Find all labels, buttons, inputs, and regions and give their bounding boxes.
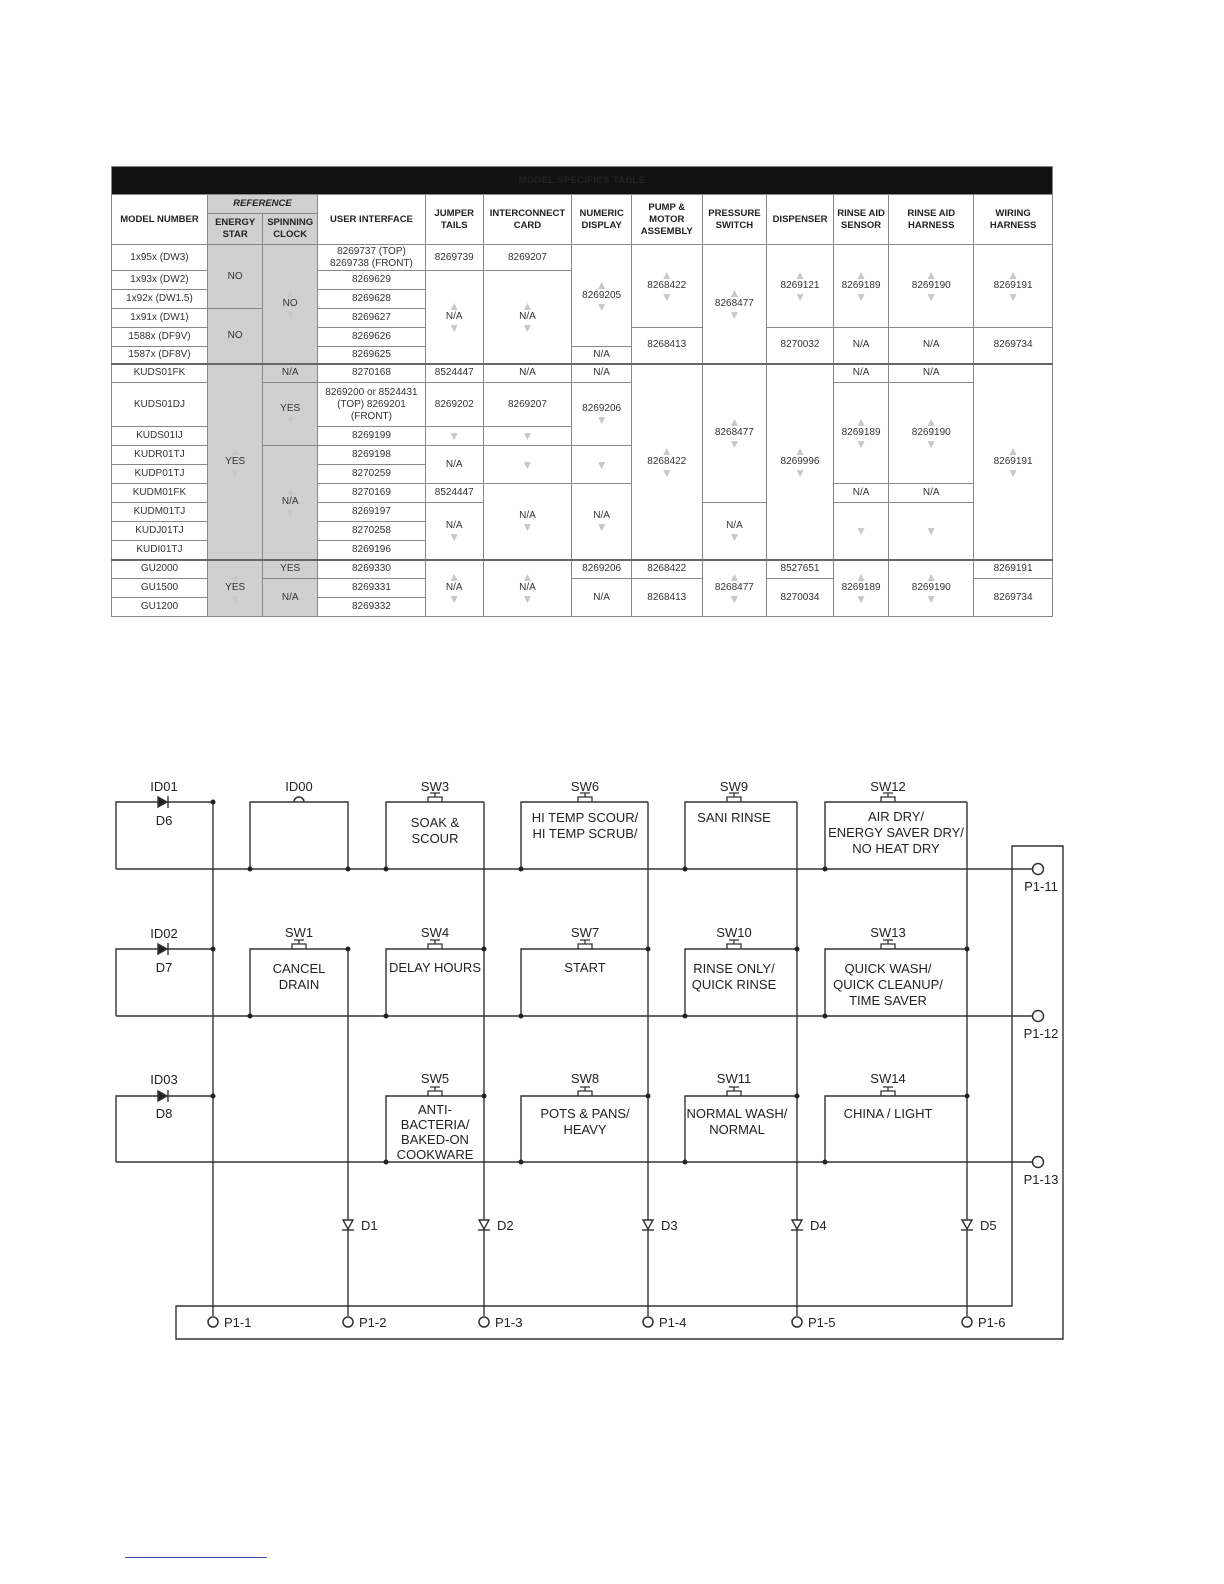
pin-label: P1-1 bbox=[224, 1315, 252, 1330]
switch-label: SANI RINSE bbox=[697, 810, 771, 825]
connector-outline bbox=[176, 846, 1063, 1339]
table-cell: 8268413 bbox=[631, 579, 702, 617]
table-cell: YES ▼ bbox=[263, 383, 318, 446]
switch-name: SW9 bbox=[719, 779, 749, 794]
switch-label: BAKED-ON bbox=[401, 1132, 469, 1147]
table-cell: 8268422 bbox=[631, 560, 702, 579]
diode-label: D4 bbox=[810, 1218, 827, 1233]
table-cell: 8269200 or 8524431 (TOP) 8269201 (FRONT) bbox=[317, 383, 425, 427]
table-cell: 8268413 bbox=[631, 328, 702, 364]
table-cell: ▲ 8269190 ▼ bbox=[889, 560, 974, 617]
table-cell: 1x91x (DW1) bbox=[112, 309, 208, 328]
table-cell: ▲ 8269189 ▼ bbox=[833, 560, 889, 617]
switch-name: SW3 bbox=[420, 779, 450, 794]
table-cell: 8269191 bbox=[974, 560, 1053, 579]
switch-label: NO HEAT DRY bbox=[852, 841, 940, 856]
switch-name: SW6 bbox=[570, 779, 600, 794]
switch-label: NORMAL WASH/ bbox=[686, 1106, 788, 1121]
table-cell: ▼ bbox=[425, 427, 483, 446]
table-cell: 8269197 bbox=[317, 503, 425, 522]
switch-label: QUICK RINSE bbox=[691, 977, 777, 992]
table-cell: ▲ N/A ▼ bbox=[425, 271, 483, 364]
pin-label: P1-4 bbox=[659, 1315, 687, 1330]
table-cell: GU1200 bbox=[112, 598, 208, 617]
table-cell: 8269628 bbox=[317, 290, 425, 309]
table-cell: 8524447 bbox=[425, 484, 483, 503]
pin-label: P1-12 bbox=[1023, 1026, 1059, 1041]
table-cell: 8269207 bbox=[483, 383, 572, 427]
table-cell: N/A bbox=[833, 328, 889, 364]
header-energy-star: ENERGY STAR bbox=[207, 214, 263, 245]
switch-label: DELAY HOURS bbox=[389, 960, 481, 975]
table-cell: 8270032 bbox=[767, 328, 834, 364]
table-cell: 1x95x (DW3) bbox=[112, 245, 208, 271]
led-diode-label: D6 bbox=[155, 813, 173, 828]
table-cell: ▼ bbox=[483, 446, 572, 484]
table-cell: N/A ▼ bbox=[702, 503, 767, 560]
table-cell: ▼ bbox=[889, 503, 974, 560]
table-cell: ▲ NO ▼ bbox=[263, 245, 318, 364]
switch-label: START bbox=[564, 960, 606, 975]
table-cell: N/A bbox=[889, 484, 974, 503]
switch-label: ANTI- bbox=[418, 1102, 452, 1117]
table-cell: ▼ bbox=[483, 427, 572, 446]
switch-name: SW12 bbox=[870, 779, 906, 794]
table-cell: ▲ 8269191 ▼ bbox=[974, 245, 1053, 328]
switch-name: SW5 bbox=[420, 1071, 450, 1086]
switch-label: HI TEMP SCRUB/ bbox=[532, 826, 638, 841]
table-cell: N/A bbox=[572, 579, 632, 617]
table-cell: ▼ bbox=[833, 503, 889, 560]
pin-label: P1-6 bbox=[978, 1315, 1006, 1330]
table-cell: N/A bbox=[889, 328, 974, 364]
table-cell: 8269627 bbox=[317, 309, 425, 328]
table-cell: 8270169 bbox=[317, 484, 425, 503]
switch-label: ENERGY SAVER DRY/ bbox=[828, 825, 964, 840]
pin-terminal-icon bbox=[208, 864, 1044, 1328]
table-cell: ▲ YES ▼ bbox=[207, 364, 263, 560]
pin-label: P1-11 bbox=[1024, 879, 1058, 894]
table-cell: ▲ 8268422 ▼ bbox=[631, 364, 702, 560]
header-numeric-display: NUMERIC DISPLAY bbox=[572, 195, 632, 245]
switch-name: SW10 bbox=[716, 925, 752, 940]
jumper-icon bbox=[294, 797, 304, 802]
table-cell: ▲ 8268477 ▼ bbox=[702, 364, 767, 503]
table-cell: KUDS01FK bbox=[112, 364, 208, 383]
table-cell: ▲ 8269121 ▼ bbox=[767, 245, 834, 328]
switch-label: HEAVY bbox=[563, 1122, 607, 1137]
switch-name: SW8 bbox=[570, 1071, 600, 1086]
header-jumper-tails: JUMPER TAILS bbox=[425, 195, 483, 245]
led-id-label: ID01 bbox=[150, 779, 178, 794]
switch-label: CHINA / LIGHT bbox=[843, 1106, 933, 1121]
table-cell: ▲ N/A ▼ bbox=[425, 560, 483, 617]
table-cell: 8269626 bbox=[317, 328, 425, 347]
switch-label: QUICK CLEANUP/ bbox=[833, 977, 943, 992]
switch-name: SW1 bbox=[284, 925, 314, 940]
table-cell: 8270259 bbox=[317, 465, 425, 484]
table-cell: ▲ 8269191 ▼ bbox=[974, 364, 1053, 560]
pin-label: P1-5 bbox=[808, 1315, 836, 1330]
table-cell: ▲ 8268422 ▼ bbox=[631, 245, 702, 328]
pin-label: P1-13 bbox=[1023, 1172, 1059, 1187]
led-diode-label: D8 bbox=[155, 1106, 173, 1121]
header-pressure-switch: PRESSURE SWITCH bbox=[702, 195, 767, 245]
table-cell: 8269332 bbox=[317, 598, 425, 617]
header-model-number: MODEL NUMBER bbox=[112, 195, 208, 245]
table-cell: ▲ 8269189 ▼ bbox=[833, 245, 889, 328]
header-rinse-aid-harness: RINSE AID HARNESS bbox=[889, 195, 974, 245]
table-cell: 8269330 bbox=[317, 560, 425, 579]
table-cell: KUDP01TJ bbox=[112, 465, 208, 484]
table-cell: 8269202 bbox=[425, 383, 483, 427]
pin-label: P1-2 bbox=[359, 1315, 387, 1330]
table-cell: KUDI01TJ bbox=[112, 541, 208, 560]
led-diode-icon bbox=[158, 1090, 168, 1102]
table-cell: N/A bbox=[425, 446, 483, 484]
table-cell: GU2000 bbox=[112, 560, 208, 579]
table-cell: ▲ 8269190 ▼ bbox=[889, 245, 974, 328]
table-cell: N/A bbox=[833, 484, 889, 503]
table-cell: GU1500 bbox=[112, 579, 208, 598]
diode-icon bbox=[342, 1220, 973, 1230]
table-cell: 8270168 bbox=[317, 364, 425, 383]
table-cell: KUDR01TJ bbox=[112, 446, 208, 465]
diode-label: D3 bbox=[661, 1218, 678, 1233]
table-cell: 8270034 bbox=[767, 579, 834, 617]
header-pump-motor: PUMP & MOTOR ASSEMBLY bbox=[631, 195, 702, 245]
table-cell: 8269739 bbox=[425, 245, 483, 271]
table-cell: KUDJ01TJ bbox=[112, 522, 208, 541]
switch-name: SW13 bbox=[870, 925, 906, 940]
table-cell: ▲ N/A ▼ bbox=[483, 271, 572, 364]
switch-label: POTS & PANS/ bbox=[540, 1106, 630, 1121]
table-cell: KUDM01FK bbox=[112, 484, 208, 503]
table-cell: ▲ 8269996 ▼ bbox=[767, 364, 834, 560]
footer-rule bbox=[125, 1557, 267, 1558]
switch-name: SW14 bbox=[870, 1071, 906, 1086]
switch-label: RINSE ONLY/ bbox=[693, 961, 775, 976]
header-interconnect-card: INTERCONNECT CARD bbox=[483, 195, 572, 245]
table-cell: 8269629 bbox=[317, 271, 425, 290]
table-cell: 8527651 bbox=[767, 560, 834, 579]
table-cell: 1x93x (DW2) bbox=[112, 271, 208, 290]
table-cell: N/A bbox=[833, 364, 889, 383]
header-dispenser: DISPENSER bbox=[767, 195, 834, 245]
table-cell: ▲ 8268477 ▼ bbox=[702, 560, 767, 617]
switch-label: CANCEL bbox=[272, 961, 326, 976]
table-cell: N/A bbox=[263, 364, 318, 383]
table-cell: KUDS01DJ bbox=[112, 383, 208, 427]
switch-label: AIR DRY/ bbox=[867, 809, 925, 824]
header-spinning-clock: SPINNING CLOCK bbox=[263, 214, 318, 245]
switch-name: SW11 bbox=[716, 1071, 752, 1086]
table-cell: N/A ▼ bbox=[572, 484, 632, 560]
table-cell: ▲ 8269190 ▼ bbox=[889, 383, 974, 484]
table-cell: 8524447 bbox=[425, 364, 483, 383]
header-user-interface: USER INTERFACE bbox=[317, 195, 425, 245]
switch-label: SOAK & bbox=[410, 815, 460, 830]
id00-loop bbox=[250, 802, 348, 869]
table-cell: ▲ 8268477 ▼ bbox=[702, 245, 767, 364]
table-title: MODEL SPECIFICS TABLE bbox=[112, 167, 1053, 195]
table-cell: N/A ▼ bbox=[483, 484, 572, 560]
table-cell: 8269206 bbox=[572, 560, 632, 579]
table-cell: ▲ N/A ▼ bbox=[263, 446, 318, 560]
diode-label: D2 bbox=[497, 1218, 514, 1233]
switch-label: COOKWARE bbox=[396, 1147, 474, 1162]
diode-label: D5 bbox=[980, 1218, 997, 1233]
table-cell: N/A bbox=[572, 364, 632, 383]
switch-label: TIME SAVER bbox=[849, 993, 927, 1008]
table-cell: 1587x (DF8V) bbox=[112, 347, 208, 364]
table-cell: N/A bbox=[572, 347, 632, 364]
table-cell: 8270258 bbox=[317, 522, 425, 541]
table-cell: 8269207 bbox=[483, 245, 572, 271]
switch-label: DRAIN bbox=[278, 977, 320, 992]
table-cell: NO bbox=[207, 245, 263, 309]
header-wiring-harness: WIRING HARNESS bbox=[974, 195, 1053, 245]
switch-name: SW7 bbox=[570, 925, 600, 940]
switch-label: BACTERIA/ bbox=[400, 1117, 470, 1132]
pin-label: P1-3 bbox=[495, 1315, 523, 1330]
table-cell: ▲ YES ▼ bbox=[207, 560, 263, 617]
table-cell: 8269737 (TOP) 8269738 (FRONT) bbox=[317, 245, 425, 271]
led-id-label: ID02 bbox=[150, 926, 178, 941]
table-cell: N/A ▼ bbox=[425, 503, 483, 560]
table-cell: ▲ 8269189 ▼ bbox=[833, 383, 889, 484]
led-diode-icon bbox=[158, 943, 168, 955]
table-cell: N/A bbox=[889, 364, 974, 383]
table-cell: 8269199 bbox=[317, 427, 425, 446]
switch-label: NORMAL bbox=[709, 1122, 765, 1137]
switch-label: QUICK WASH/ bbox=[844, 961, 932, 976]
table-cell: 1588x (DF9V) bbox=[112, 328, 208, 347]
header-reference: REFERENCE bbox=[207, 195, 317, 214]
id00-label: ID00 bbox=[285, 779, 313, 794]
table-cell: KUDM01TJ bbox=[112, 503, 208, 522]
table-cell: KUDS01IJ bbox=[112, 427, 208, 446]
switch-name: SW4 bbox=[420, 925, 450, 940]
table-cell: 8269198 bbox=[317, 446, 425, 465]
diagram-labels bbox=[150, 779, 1058, 1330]
table-cell: ▼ bbox=[572, 446, 632, 484]
table-cell: N/A bbox=[483, 364, 572, 383]
header-rinse-aid-sensor: RINSE AID SENSOR bbox=[833, 195, 889, 245]
table-cell: 8269734 bbox=[974, 579, 1053, 617]
led-diode-label: D7 bbox=[155, 960, 173, 975]
table-cell: 8269196 bbox=[317, 541, 425, 560]
table-cell: ▲ 8269205 ▼ bbox=[572, 245, 632, 347]
led-id-label: ID03 bbox=[150, 1072, 178, 1087]
table-cell: NO bbox=[207, 309, 263, 364]
table-cell: 1x92x (DW1.5) bbox=[112, 290, 208, 309]
table-cell: N/A bbox=[263, 579, 318, 617]
switch-label: SCOUR bbox=[411, 831, 459, 846]
switch-label: HI TEMP SCOUR/ bbox=[531, 810, 639, 825]
table-cell: YES bbox=[263, 560, 318, 579]
led-diode-icon bbox=[158, 796, 168, 808]
table-cell: ▲ N/A ▼ bbox=[483, 560, 572, 617]
diode-label: D1 bbox=[361, 1218, 378, 1233]
table-cell: 8269206 ▼ bbox=[572, 383, 632, 446]
table-cell: 8269331 bbox=[317, 579, 425, 598]
table-cell: 8269734 bbox=[974, 328, 1053, 364]
table-cell: 8269625 bbox=[317, 347, 425, 364]
